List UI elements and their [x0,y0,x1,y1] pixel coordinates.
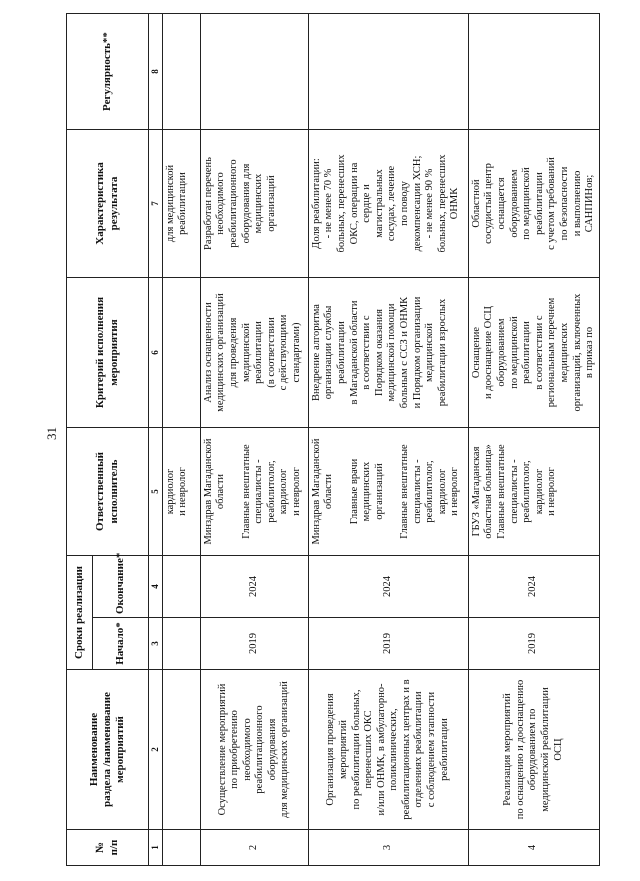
table-row [200,14,308,866]
cell-end [162,556,200,618]
cell-end: 2024 [468,556,599,618]
cell-result: Доля реабилитации: - не менее 70 % больных, перенесших ОКС, операции на сердце и магистральных сосудах, лечение по поводу декомпенсации ХСН; - не менее 90 % больных, перенесших ОНМК [308,130,468,278]
col-number: 1 [149,830,163,866]
cell-name: Реализация мероприятий по оснащению и дооснащению оборудованием по медицинской реабилитации ОСЦ [468,670,599,830]
col-number: 7 [149,130,163,278]
table-row [162,14,200,866]
cell-criterion: Анализ оснащенности медицинских организаций для проведения медицинской реабилитации (в соответствии с действующими стандартами) [200,278,308,428]
cell-executor: кардиолог и невролог [162,428,200,556]
cell-executor: Минздрав Магаданской области Главные внештатные специалисты - реабилитолог, кардиолог и невролог [200,428,308,556]
header-executor: Ответственный исполнитель [67,428,149,556]
col-number: 3 [149,618,163,670]
header-criterion: Критерий исполнения мероприятия [67,278,149,428]
header-num: № п/п [67,830,149,866]
cell-num [162,830,200,866]
cell-name: Осуществление мероприятий по приобретению необходимого реабилитационного оборудования для медицинских организаций [200,670,308,830]
col-number: 2 [149,670,163,830]
cell-result: Разработан перечень необходимого реабилитационного оборудования для медицинских организаций [200,130,308,278]
header-end: Окончание* [93,556,149,618]
cell-criterion: Оснащение и дооснащение ОСЦ оборудованием по медицинской реабилитации в соответствии с региональным перечнем медицинских организаций, включенных в приказ по [468,278,599,428]
col-number: 4 [149,556,163,618]
cell-start: 2019 [200,618,308,670]
table-row [468,14,599,866]
page-number: 31 [44,427,59,440]
cell-result: Областной сосудистый центр оснащается оборудованием по медицинской реабилитации с учетом требований по безопасности и выполнению САНПИНов; [468,130,599,278]
cell-executor: Минздрав Магаданской области Главные врачи медицинских организаций Главные внештатные специалисты - реабилитолог, кардиолог и невролог [308,428,468,556]
cell-criterion [162,278,200,428]
cell-regularity [468,14,599,130]
cell-regularity [308,14,468,130]
cell-start [162,618,200,670]
cell-executor: ГБУЗ «Магаданская областная больница» Главные внештатные специалисты - реабилитолог, кардиолог и невролог [468,428,599,556]
header-start: Начало* [93,618,149,670]
header-regularity: Регулярность** [67,14,149,130]
cell-num: 2 [200,830,308,866]
cell-num: 4 [468,830,599,866]
cell-name: Организация проведения мероприятий по реабилитации больных, перенесших ОКС и/или ОНМК, в амбулаторно- поликлинических, реабилитационных центрах и в отделениях реабилитации с соблюдением этапности реабилитации [308,670,468,830]
measures-table [66,13,600,866]
cell-num: 3 [308,830,468,866]
col-number: 5 [149,428,163,556]
cell-end: 2024 [308,556,468,618]
rotated-table-container [66,14,626,866]
header-terms: Сроки реализации [67,556,93,670]
cell-criterion: Внедрение алгоритма организации службы реабилитации в Магаданской области в соответствии с Порядком оказания медицинской помощи больным с ССЗ и ОНМК и Порядком организации медицинской реабилитации взрослых [308,278,468,428]
cell-regularity [162,14,200,130]
cell-name [162,670,200,830]
header-name: Наименование раздела /наименование мероприятий [67,670,149,830]
col-number: 6 [149,278,163,428]
cell-result: для медицинской реабилитации [162,130,200,278]
cell-end: 2024 [200,556,308,618]
cell-start: 2019 [308,618,468,670]
col-number: 8 [149,14,163,130]
header-result: Характеристика результата [67,130,149,278]
table-row [308,14,468,866]
cell-start: 2019 [468,618,599,670]
cell-regularity [200,14,308,130]
